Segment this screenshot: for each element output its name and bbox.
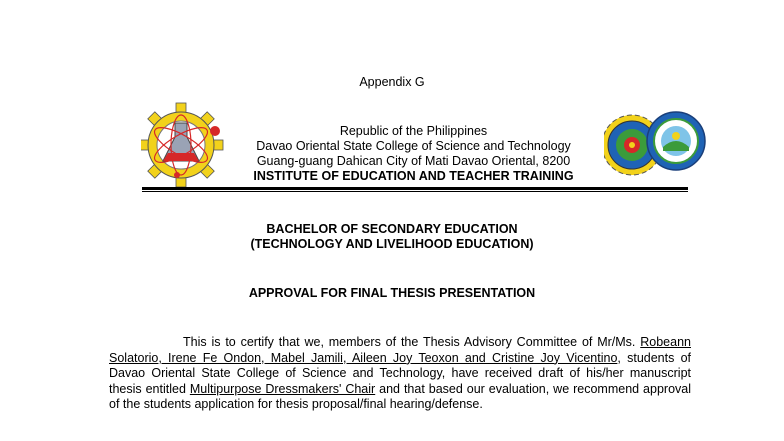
letterhead [200,124,627,184]
letterhead-institute: INSTITUTE OF EDUCATION AND TEACHER TRAINING [253,169,574,183]
letterhead-address: Guang-guang Dahican City of Mati Davao Oriental, 8200 [256,154,571,168]
degree-line-1: BACHELOR OF SECONDARY EDUCATION [266,222,518,236]
body-text-part-3: and that based our evaluation, we recommend approval of the students application for thesis proposal/final hearing/defense. [109,381,691,412]
header-divider-thick [142,187,688,190]
body-text-part-1: This is to certify that we, members of the Thesis Advisory Committee of Mr/Ms. [183,335,641,349]
letterhead-country: Republic of the Philippines [339,124,488,138]
approval-title: APPROVAL FOR FINAL THESIS PRESENTATION [248,286,536,300]
letterhead-college-name: Davao Oriental State College of Science and Technology [256,139,571,153]
header-divider-thin [142,191,688,192]
thesis-title: Multipurpose Dressmakers' Chair [189,381,376,396]
certification-paragraph [109,335,691,413]
student-names: Robeann Solatorio, Irene Fe Ondon, Mabel Jamili, Aileen Joy Teoxon and Cristine Joy Vicentino [109,335,691,365]
degree-heading [0,222,784,252]
appendix-label: Appendix G [359,75,425,89]
body-text-part-2: , students of Davao Oriental State College of Science and Technology, have received draft of his/her manuscript thesis entitled [109,350,691,396]
degree-line-2: (TECHNOLOGY AND LIVELIHOOD EDUCATION) [250,237,534,251]
